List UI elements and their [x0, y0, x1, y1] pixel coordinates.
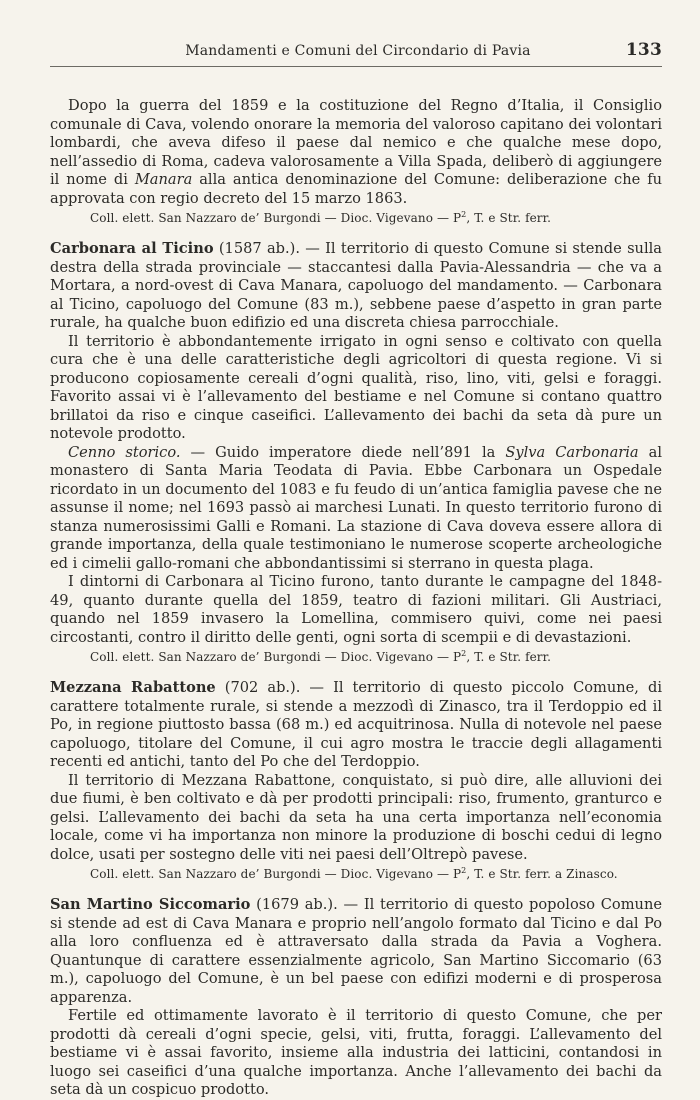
sanmartino-p1: (1679 ab.). — Il territorio di questo popoloso Comune si stende ad est di Cava Manara e proprio nell’angolo formato dal Ticino e dal Po alla loro confluenza ed è attraversato dalla strada da Pavia a Voghera. Quantunque di carattere essenzialmente agricolo, San Martino Siccomario (63 m.), capoluogo del Comune, è un bel paese con edifizi moderni e di prosperosa apparenza.	[50, 896, 662, 1006]
carbonara-p3-a: — Guido imperatore diede nell’891 la	[180, 443, 506, 461]
note-text: Coll. elett. San Nazzaro de’ Burgondi — Dioc. Vigevano — P	[90, 650, 462, 664]
body-text	[50, 97, 662, 1100]
mezzana-paragraph-2: Il territorio di Mezzana Rabattone, conquistato, si può dire, alle alluvioni dei due fiumi, è ben coltivato e dà per prodotti principali: riso, frumento, granturco e gelsi. L’allevamento dei bachi da seta ha una certa importanza nell’economia locale, come vi ha importanza non minore la produzione di boschi cedui di legno dolce, usati per sostegno delle viti nei paesi dell’Oltrepò pavese.	[50, 771, 662, 863]
mezzana-p1: (702 ab.). — Il territorio di questo piccolo Comune, di carattere totalmente rurale, si stende a mezzodì di Zinasco, tra il Terdoppio ed il Po, in regione piuttosto bassa (68 m.) ed acquitrinosa. Nulla di notevole nel paese capoluogo, titolare del Comune, il cui agro mostra le traccie degli allagamenti recenti ed antichi, tanto del Po che del Terdoppio.	[50, 679, 662, 770]
carbonara-p3-b: al monastero di Santa Maria Teodata di Pavia. Ebbe Carbonara un Ospedale ricordato in un documento del 1083 e fu feudo di un’antica famiglia pavese che ne assunse il nome; nel 1693 passò ai marchesi Lunati. In questo territorio furono di stanza numerosissimi Galli e Romani. La stazione di Cava doveva essere allora di grande importanza, della quale testimoniano le numerose scoperte archeologiche ed i cimelii gallo-romani che abbondantissimi si sterrano in questa plaga.	[50, 443, 662, 572]
carbonara-paragraph-3	[50, 444, 662, 574]
intro-text-b: alla antica denominazione del Comune: deliberazione che fu approvata con regio decreto del 15 marzo 1863.	[50, 171, 663, 207]
intro-italic-name: Manara	[134, 171, 193, 188]
entry-san-martino	[50, 896, 662, 1007]
intro-paragraph	[50, 97, 662, 208]
note-sup: 2	[461, 649, 467, 658]
note-sup: 2	[461, 210, 467, 219]
note-sup: 2	[461, 866, 467, 875]
entry-heading-carbonara: Carbonara al Ticino	[50, 240, 214, 257]
running-head	[50, 40, 662, 67]
carbonara-paragraph-2: Il territorio è abbondantemente irrigato in ogni senso e coltivato con quella cura che è una delle caratteristiche degli agricoltori di questa regione. Vi si producono copiosamente cereali d’ogni qualità, riso, lino, viti, gelsi e foraggi. Favorito assai vi è l’allevamento del bestiame e nel Comune si contano quattro brillatoi da riso e cinque caseifici. L’allevamento dei bachi da seta dà pure un notevole prodotto.	[50, 332, 662, 442]
sylva-carbonaria: Sylva Carbonaria	[505, 443, 639, 461]
electoral-note-mezzana	[90, 866, 662, 882]
running-title: Mandamenti e Comuni del Circondario di Pavia	[185, 43, 531, 59]
entry-carbonara	[50, 240, 662, 333]
historical-note-label: Cenno storico.	[68, 443, 181, 461]
carbonara-p1: (1587 ab.). — Il territorio di questo Comune si stende sulla destra della strada provinciale — staccantesi dalla Pavia-Alessandria — che va a Mortara, a nord-ovest di Cava Manara, capoluogo del mandamento. — Carbonara al Ticino, capoluogo del Comune (83 m.), sebbene paese d’aspetto in gran parte rurale, ha qualche buon edifizio ed una discreta chiesa parrocchiale.	[50, 240, 662, 331]
entry-mezzana	[50, 679, 662, 772]
electoral-note-carbonara	[90, 649, 662, 665]
entry-heading-mezzana: Mezzana Rabattone	[50, 679, 216, 696]
carbonara-paragraph-4: I dintorni di Carbonara al Ticino furono, tanto durante le campagne del 1848-49, quanto durante quella del 1859, teatro di fazioni militari. Gli Austriaci, quando nel 1859 invasero la Lomellina, commisero quivi, come nei paesi circostanti, contro il diritto delle genti, ogni sorta di scempii e di devastazioni.	[50, 573, 662, 646]
page-number: 133	[625, 40, 662, 60]
sanmartino-paragraph-2: Fertile ed ottimamente lavorato è il territorio di questo Comune, che per prodotti dà cereali d’ogni specie, gelsi, viti, frutta, foraggi. L’allevamento del bestiame vi è assai favorito, insieme alla industria dei latticini, contandosi in luogo sei caseifici d’una qualche importanza. Anche l’allevamento dei bachi da seta dà un cospicuo prodotto.	[50, 1007, 662, 1098]
note-text: Coll. elett. San Nazzaro de’ Burgondi — Dioc. Vigevano — P	[90, 867, 462, 881]
electoral-note-cava	[90, 210, 662, 226]
intro-text-a: Dopo la guerra del 1859 e la costituzione del Regno d’Italia, il Consiglio comunale di Cava, volendo onorare la memoria del valoroso capitano dei volontari lombardi, che aveva difeso il paese dal nemico e che qualche mese dopo, nell’assedio di Roma, cadeva valorosamente a Villa Spada, deliberò di aggiungere il nome di	[50, 97, 662, 188]
entry-heading-san-martino: San Martino Siccomario	[50, 896, 251, 913]
note-tail: , T. e Str. ferr. a Zinasco.	[466, 867, 618, 881]
note-text: Coll. elett. San Nazzaro de’ Burgondi — Dioc. Vigevano — P	[90, 211, 462, 225]
note-tail: , T. e Str. ferr.	[466, 211, 552, 225]
note-tail: , T. e Str. ferr.	[466, 650, 552, 664]
